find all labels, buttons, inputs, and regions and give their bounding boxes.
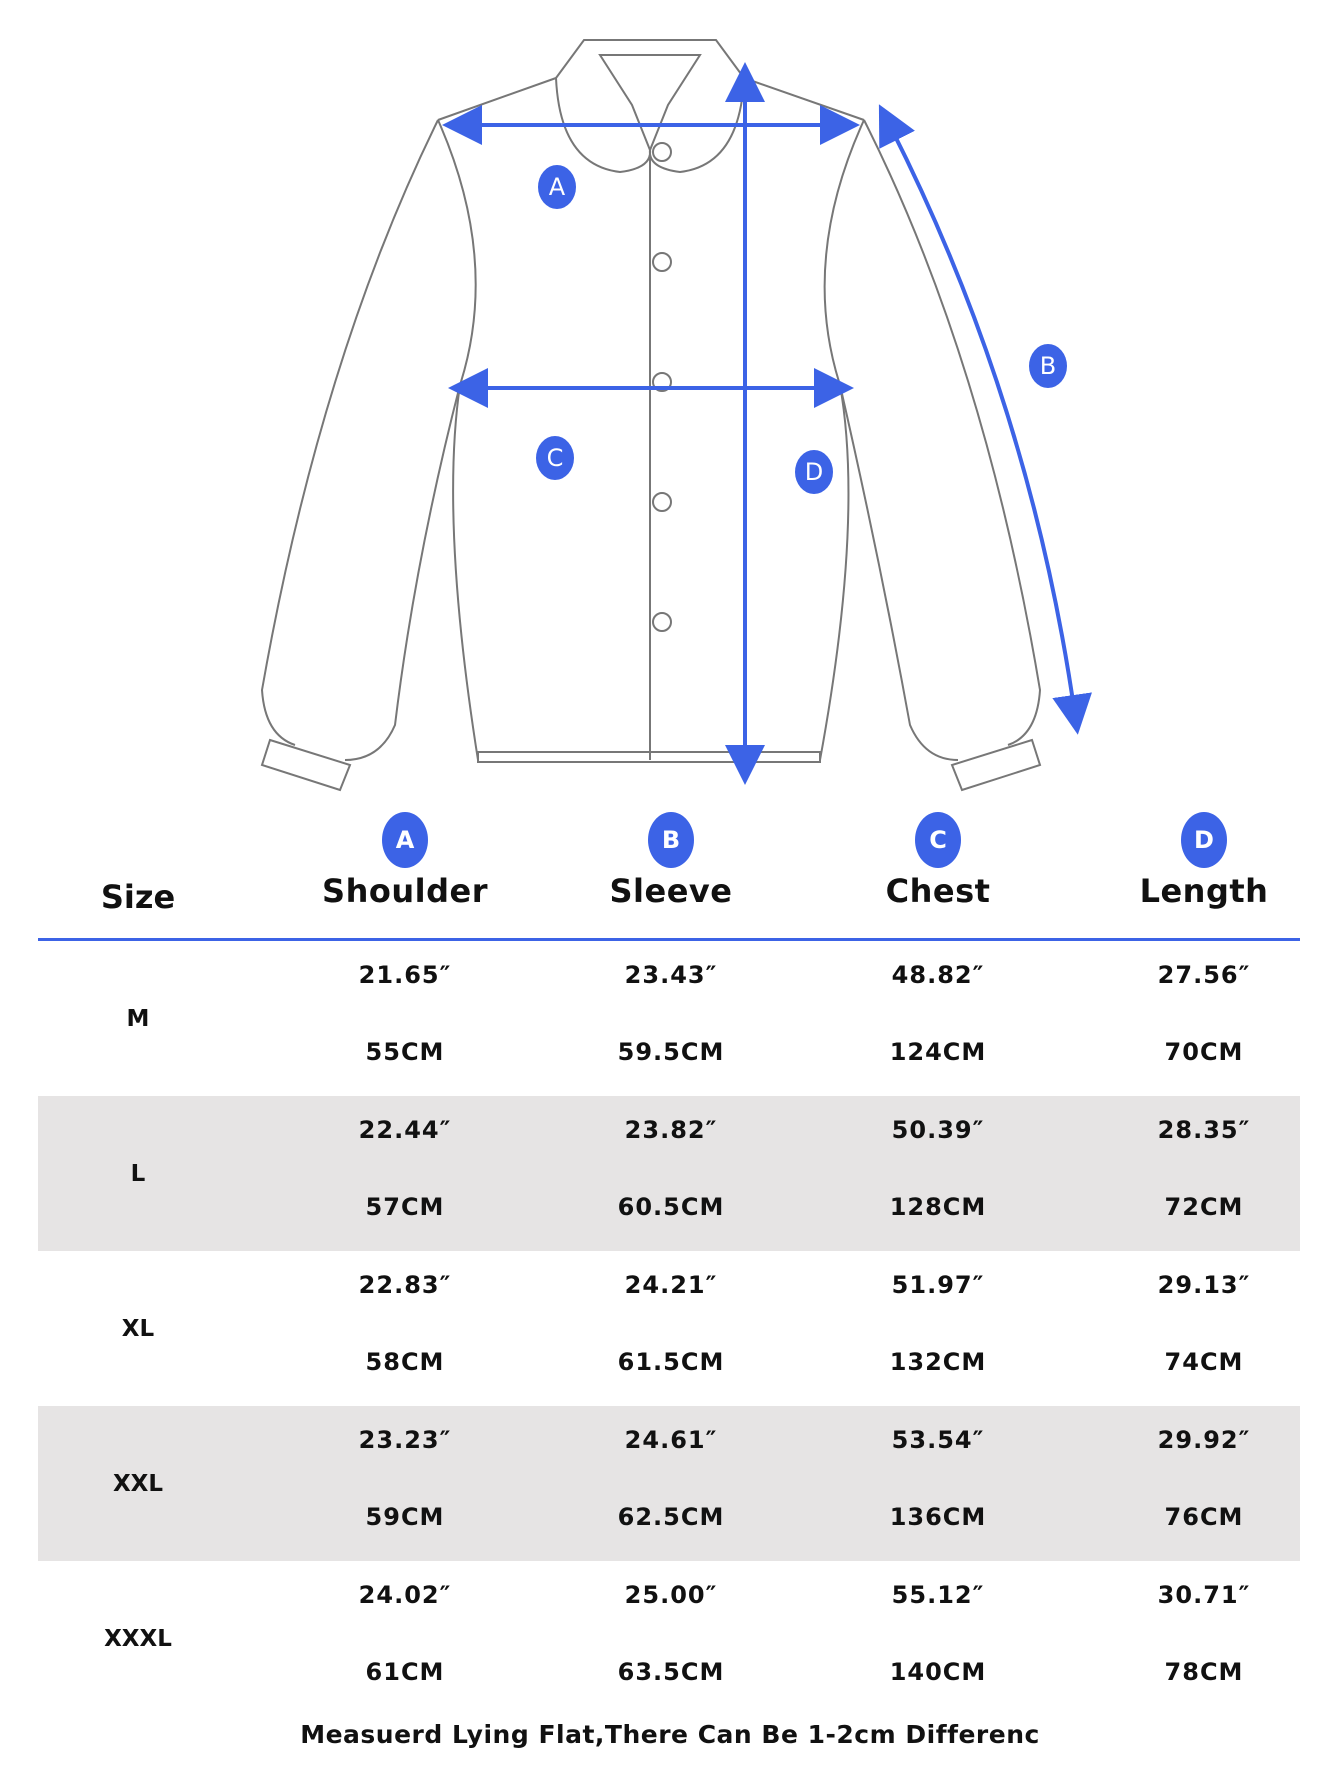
shoulder-inches: 22.83″ bbox=[358, 1271, 452, 1299]
label-a-badge: A bbox=[538, 165, 576, 209]
label-c-badge: C bbox=[536, 436, 574, 480]
label-b-badge: B bbox=[1029, 344, 1067, 388]
length-cm: 76CM bbox=[1164, 1503, 1244, 1531]
table-row bbox=[38, 1251, 1300, 1406]
chest-inches: 53.54″ bbox=[891, 1426, 985, 1454]
chest-inches: 51.97″ bbox=[891, 1271, 985, 1299]
chest-cm: 136CM bbox=[889, 1503, 987, 1531]
length-inches: 29.92″ bbox=[1157, 1426, 1251, 1454]
measurement-footnote: Measuerd Lying Flat,There Can Be 1-2cm Differenc bbox=[300, 1720, 1040, 1749]
sleeve-label: Sleeve bbox=[609, 872, 733, 910]
sleeve-cm: 60.5CM bbox=[617, 1193, 725, 1221]
sleeve-column-header bbox=[541, 812, 801, 910]
sleeve-inches: 24.61″ bbox=[624, 1426, 718, 1454]
button-2 bbox=[653, 253, 671, 271]
table-row bbox=[38, 1561, 1300, 1716]
table-row bbox=[38, 1096, 1300, 1251]
shoulder-badge: A bbox=[382, 812, 428, 868]
sleeve-cm: 62.5CM bbox=[617, 1503, 725, 1531]
length-badge: D bbox=[1181, 812, 1227, 868]
jacket-diagram bbox=[0, 0, 1340, 800]
shoulder-cm: 57CM bbox=[365, 1193, 445, 1221]
shoulder-inches: 24.02″ bbox=[358, 1581, 452, 1609]
length-inches: 27.56″ bbox=[1157, 961, 1251, 989]
length-inches: 29.13″ bbox=[1157, 1271, 1251, 1299]
shoulder-cm: 58CM bbox=[365, 1348, 445, 1376]
shoulder-cm: 61CM bbox=[365, 1658, 445, 1686]
size-cell: L bbox=[130, 1160, 146, 1187]
sleeve-cm: 63.5CM bbox=[617, 1658, 725, 1686]
chest-badge: C bbox=[915, 812, 961, 868]
chest-cm: 124CM bbox=[889, 1038, 987, 1066]
sleeve-cm: 59.5CM bbox=[617, 1038, 725, 1066]
shoulder-cm: 55CM bbox=[365, 1038, 445, 1066]
length-inches: 28.35″ bbox=[1157, 1116, 1251, 1144]
length-cm: 78CM bbox=[1164, 1658, 1244, 1686]
button-5 bbox=[653, 613, 671, 631]
chest-inches: 48.82″ bbox=[891, 961, 985, 989]
table-row bbox=[38, 941, 1300, 1096]
chest-cm: 132CM bbox=[889, 1348, 987, 1376]
table-row bbox=[38, 1406, 1300, 1561]
button-4 bbox=[653, 493, 671, 511]
sleeve-inches: 24.21″ bbox=[624, 1271, 718, 1299]
button-1 bbox=[653, 143, 671, 161]
shoulder-column-header bbox=[275, 812, 535, 910]
size-table-body bbox=[38, 941, 1300, 1716]
sleeve-badge: B bbox=[648, 812, 694, 868]
shoulder-inches: 22.44″ bbox=[358, 1116, 452, 1144]
length-cm: 70CM bbox=[1164, 1038, 1244, 1066]
jacket-drawing bbox=[262, 40, 1040, 790]
size-column-header: Size bbox=[100, 878, 176, 916]
length-inches: 30.71″ bbox=[1157, 1581, 1251, 1609]
shoulder-inches: 23.23″ bbox=[358, 1426, 452, 1454]
chest-label: Chest bbox=[885, 872, 991, 910]
sleeve-inches: 25.00″ bbox=[624, 1581, 718, 1609]
size-cell: XL bbox=[121, 1315, 155, 1342]
length-cm: 74CM bbox=[1164, 1348, 1244, 1376]
length-cm: 72CM bbox=[1164, 1193, 1244, 1221]
size-cell: XXXL bbox=[104, 1625, 172, 1652]
chest-cm: 140CM bbox=[889, 1658, 987, 1686]
chest-inches: 55.12″ bbox=[891, 1581, 985, 1609]
size-cell: M bbox=[126, 1005, 150, 1032]
shoulder-label: Shoulder bbox=[322, 872, 488, 910]
size-cell: XXL bbox=[112, 1470, 164, 1497]
jacket-outline bbox=[0, 0, 1340, 800]
chest-inches: 50.39″ bbox=[891, 1116, 985, 1144]
length-label: Length bbox=[1139, 872, 1269, 910]
chest-cm: 128CM bbox=[889, 1193, 987, 1221]
shoulder-inches: 21.65″ bbox=[358, 961, 452, 989]
measure-arrow-b bbox=[888, 122, 1075, 715]
size-table-header bbox=[38, 812, 1300, 940]
chest-column-header bbox=[808, 812, 1068, 910]
sleeve-inches: 23.82″ bbox=[624, 1116, 718, 1144]
shoulder-cm: 59CM bbox=[365, 1503, 445, 1531]
label-d-badge: D bbox=[795, 450, 833, 494]
length-column-header bbox=[1074, 812, 1334, 910]
sleeve-cm: 61.5CM bbox=[617, 1348, 725, 1376]
sleeve-inches: 23.43″ bbox=[624, 961, 718, 989]
